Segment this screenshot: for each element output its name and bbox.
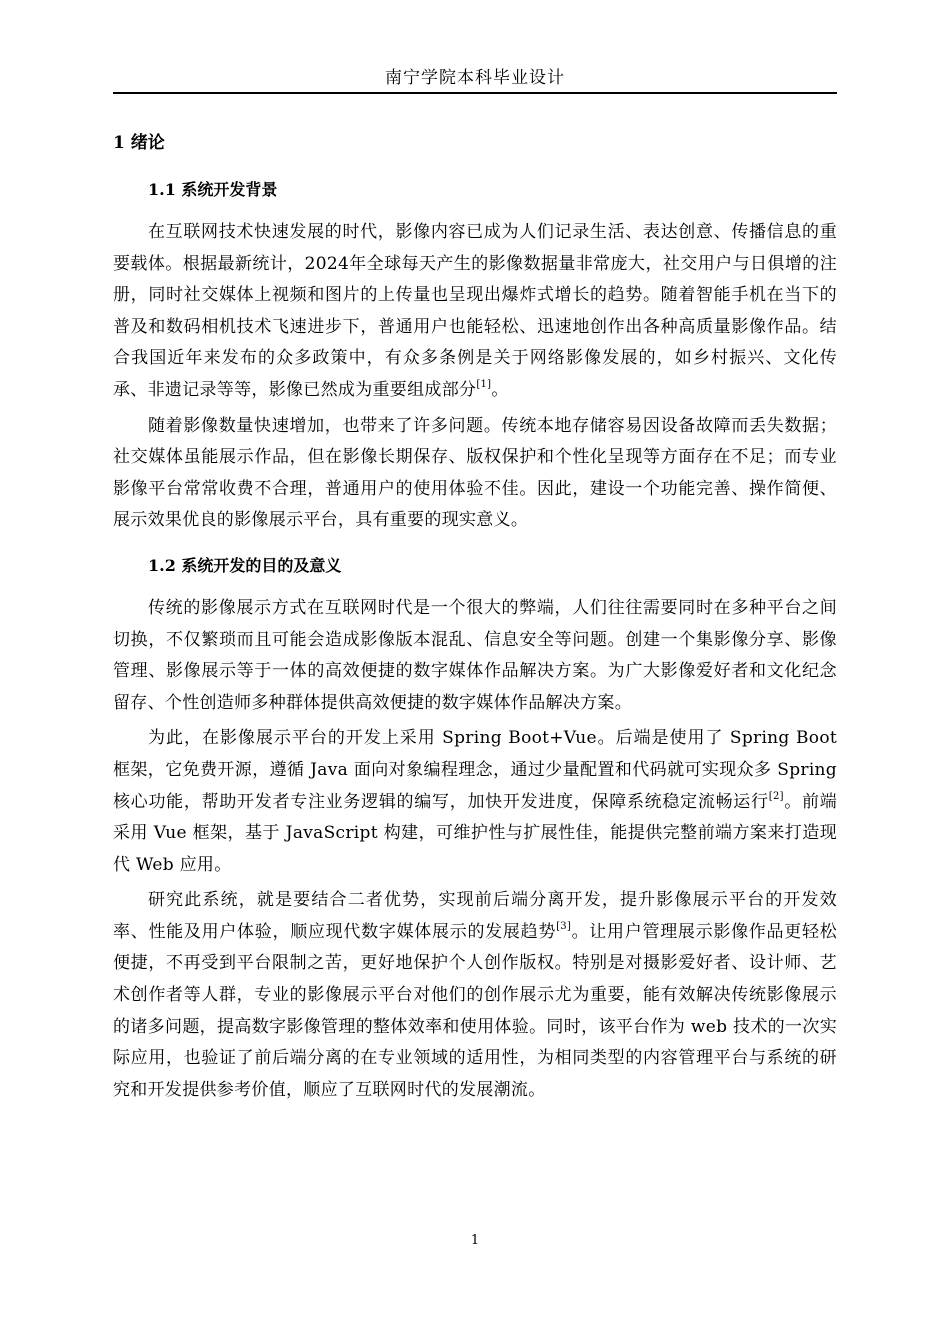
paragraph: [113, 885, 837, 1106]
citation-ref: [3]: [556, 920, 572, 932]
section-title-1-2: 1.2 系统开发的目的及意义: [148, 555, 342, 575]
section-title-1-1: 1.1 系统开发背景: [148, 180, 278, 199]
citation-ref: [2]: [768, 790, 784, 802]
paragraph-text: 传统的影像展示方式在互联网时代是一个很大的弊端，人们往往需要同时在多种平台之间切换，不仅繁琐而且可能会造成影像版本混乱、信息安全等问题。创建一个集影像分享、影像管理、影像展示等于一体的高效便捷的数字媒体作品解决方案。为广大影像爱好者和文化纪念留存、个性创造师多种群体提供高效便捷的数字媒体作品解决方案。: [113, 597, 837, 713]
paragraph-tail: 。前端采用 Vue 框架，基于 JavaScript 构建，可维护性与扩展性佳，能提供完整前端方案来打造现代 Web 应用。: [113, 791, 837, 875]
paragraph-text: 为此，在影像展示平台的开发上采用 Spring Boot+Vue。后端是使用了 Spring Boot 框架，它免费开源，遵循 Java 面向对象编程理念，通过少量配置和代码就可实现众多 Spring 核心功能，帮助开发者专注业务逻辑的编写，加快开发进度，保障系统稳定流畅运行: [113, 728, 837, 812]
paragraph: [113, 217, 837, 407]
paragraph-tail: 。让用户管理展示影像作品更轻松便捷，不再受到平台限制之苦，更好地保护个人创作版权。特别是对摄影爱好者、设计师、艺术创作者等人群，专业的影像展示平台对他们的创作展示尤为重要，能有效解决传统影像展示的诸多问题，提高数字影像管理的整体效率和使用体验。同时，该平台作为 web 技术的一次实际应用，也验证了前后端分离的在专业领域的适用性，为相同类型的内容管理平台与系统的研究和开发提供参考价值，顺应了互联网时代的发展潮流。: [113, 921, 838, 1100]
citation-ref: [1]: [476, 378, 492, 390]
paragraph: [113, 723, 837, 881]
page-body: [113, 128, 837, 1110]
paragraph: [113, 411, 837, 537]
header-divider: [113, 92, 837, 94]
paragraph-text: 在互联网技术快速发展的时代，影像内容已成为人们记录生活、表达创意、传播信息的重要载体。根据最新统计，2024年全球每天产生的影像数据量非常庞大，社交用户与日俱增的注册，同时社交媒体上视频和图片的上传量也呈现出爆炸式增长的趋势。随着智能手机在当下的普及和数码相机技术飞速进步下，普通用户也能轻松、迅速地创作出各种高质量影像作品。结合我国近年来发布的众多政策中，有众多条例是关于网络影像发展的，如乡村振兴、文化传承、非遗记录等等，影像已然成为重要组成部分: [113, 222, 837, 400]
page-number: 1: [470, 1233, 480, 1248]
paragraph-text: 研究此系统，就是要结合二者优势，实现前后端分离开发，提升影像展示平台的开发效率、性能及用户体验，顺应现代数字媒体展示的发展趋势: [113, 890, 837, 942]
chapter-title: 1 绪论: [113, 133, 165, 153]
paragraph: [113, 593, 837, 719]
page-header-title: 南宁学院本科毕业设计: [385, 68, 565, 88]
paragraph-text: 随着影像数量快速增加，也带来了许多问题。传统本地存储容易因设备故障而丢失数据；社交媒体虽能展示作品，但在影像长期保存、版权保护和个性化呈现等方面存在不足；而专业影像平台常常收费不合理，普通用户的使用体验不佳。因此，建设一个功能完善、操作简便、展示效果优良的影像展示平台，具有重要的现实意义。: [113, 415, 837, 531]
paragraph-tail: 。: [491, 379, 509, 400]
